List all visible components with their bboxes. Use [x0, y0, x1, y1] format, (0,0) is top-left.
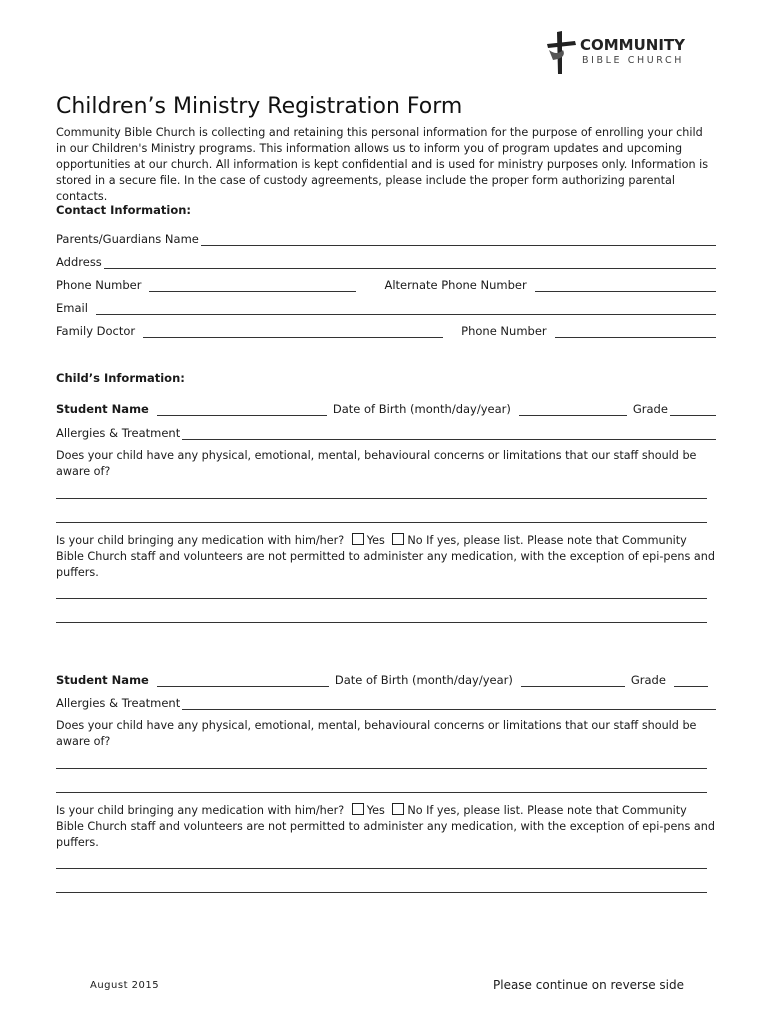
student2-no-checkbox[interactable] — [392, 803, 404, 815]
doctor-row — [56, 322, 716, 338]
student1-allergies-row — [56, 424, 716, 440]
student1-medication-block — [56, 533, 716, 581]
student1-medication-line-2[interactable] — [56, 622, 707, 623]
student2-concerns-line-2[interactable] — [56, 792, 707, 793]
student2-allergies-row — [56, 694, 716, 710]
footer-continue-note: Please continue on reverse side — [493, 978, 685, 992]
student1-no-label: No — [407, 534, 423, 547]
parents-label: Parents/Guardians Name — [56, 232, 199, 246]
alt-phone-label: Alternate Phone Number — [384, 278, 527, 292]
student2-concerns-question: Does your child have any physical, emotional, mental, behavioural concerns or limitations that our staff should be aware of? — [56, 719, 697, 748]
student1-name-label: Student Name — [56, 402, 149, 416]
student1-row — [56, 400, 716, 416]
form-title: Children’s Ministry Registration Form — [56, 94, 463, 119]
address-label: Address — [56, 255, 102, 269]
doctor-phone-label: Phone Number — [461, 324, 547, 338]
student2-yes-label: Yes — [366, 804, 385, 817]
doctor-label: Family Doctor — [56, 324, 136, 338]
student1-grade-label: Grade — [632, 402, 668, 416]
logo-text-community: COMMUNITY — [580, 36, 686, 54]
student1-no-checkbox[interactable] — [392, 533, 404, 545]
contact-heading: Contact Information: — [56, 203, 192, 217]
alt-phone-field[interactable] — [535, 279, 716, 292]
parents-row — [56, 230, 716, 246]
child-heading: Child’s Information: — [56, 371, 185, 385]
phone-row — [56, 276, 716, 292]
student2-name-label: Student Name — [56, 673, 149, 687]
student2-yes-checkbox[interactable] — [352, 803, 364, 815]
student1-medication-question: Is your child bringing any medication with him/her? — [56, 534, 345, 547]
student2-dob-label: Date of Birth (month/day/year) — [334, 673, 513, 687]
student1-concerns-question: Does your child have any physical, emotional, mental, behavioural concerns or limitations that our staff should be aware of? — [56, 449, 697, 478]
phone-label: Phone Number — [56, 278, 142, 292]
form-intro: Community Bible Church is collecting and retaining this personal information for the purpose of enrolling your child in our Children's Ministry programs. This information allows us to inform you of program updates and upcoming opportunities at our church. All information is kept confidential and is used for ministry purposes only. Information is stored in a secure file. In the case of custody agreements, please include the proper form authorizing parental contacts. — [56, 126, 709, 203]
student1-concerns-line-1[interactable] — [56, 498, 707, 499]
student2-name-field[interactable] — [157, 674, 329, 687]
student2-no-label: No — [407, 804, 423, 817]
church-logo — [545, 30, 695, 74]
student1-name-field[interactable] — [157, 403, 327, 416]
student1-allergies-label: Allergies & Treatment — [56, 426, 181, 440]
email-row — [56, 299, 716, 315]
student2-allergies-label: Allergies & Treatment — [56, 696, 181, 710]
email-label: Email — [56, 301, 88, 315]
student2-grade-label: Grade — [630, 673, 666, 687]
student1-dob-field[interactable] — [519, 403, 627, 416]
student1-yes-checkbox[interactable] — [352, 533, 364, 545]
student2-dob-field[interactable] — [521, 674, 625, 687]
student1-medication-line-1[interactable] — [56, 598, 707, 599]
student2-medication-note: If yes, please list. Please note that Community Bible Church staff and volunteers are not permitted to administer any medication, with the exception of epi-pens and puffers. — [56, 804, 715, 849]
student1-dob-label: Date of Birth (month/day/year) — [332, 402, 511, 416]
email-field[interactable] — [96, 302, 716, 315]
student2-medication-question: Is your child bringing any medication with him/her? — [56, 804, 345, 817]
parents-name-field[interactable] — [201, 233, 716, 246]
student2-medication-block — [56, 803, 716, 851]
footer-date: August 2015 — [90, 980, 160, 991]
student2-medication-line-1[interactable] — [56, 868, 707, 869]
student1-concerns-line-2[interactable] — [56, 522, 707, 523]
student2-concerns-line-1[interactable] — [56, 768, 707, 769]
student2-row — [56, 671, 716, 687]
cross-icon — [545, 30, 581, 74]
logo-text-bible-church: BIBLE CHURCH — [582, 55, 684, 66]
address-field[interactable] — [104, 256, 716, 269]
doctor-field[interactable] — [143, 325, 443, 338]
phone-field[interactable] — [149, 279, 356, 292]
student1-grade-field[interactable] — [670, 403, 716, 416]
student2-grade-field[interactable] — [674, 674, 708, 687]
student1-yes-label: Yes — [366, 534, 385, 547]
student2-medication-line-2[interactable] — [56, 892, 707, 893]
doctor-phone-field[interactable] — [555, 325, 716, 338]
student2-allergies-field[interactable] — [182, 697, 716, 710]
address-row — [56, 253, 716, 269]
student1-medication-note: If yes, please list. Please note that Community Bible Church staff and volunteers are not permitted to administer any medication, with the exception of epi-pens and puffers. — [56, 534, 715, 579]
student1-allergies-field[interactable] — [182, 427, 716, 440]
